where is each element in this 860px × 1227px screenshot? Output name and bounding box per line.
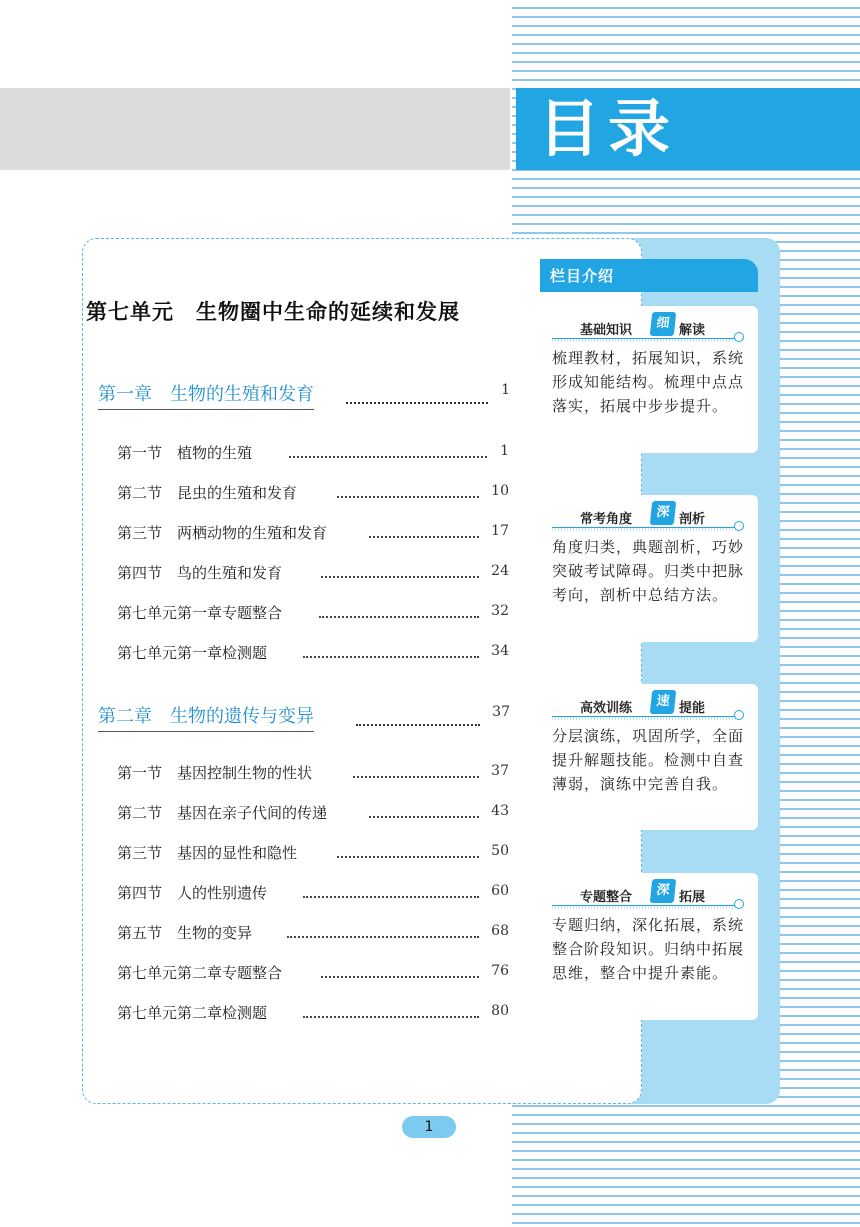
toc-entry[interactable] xyxy=(117,442,509,464)
dot-leader xyxy=(303,882,479,898)
entry-title: 第七单元第一章专题整合 xyxy=(117,604,283,622)
card-description: 分层演练，巩固所学，全面提升解题技能。检测中自查薄弱，演练中完善自我。 xyxy=(552,727,745,793)
entry-page-number: 68 xyxy=(491,923,509,939)
dot-leader xyxy=(303,1002,479,1018)
entry-page-number: 80 xyxy=(491,1003,509,1019)
toc-entry[interactable] xyxy=(117,602,509,624)
entry-title: 第五节 生物的变异 xyxy=(117,924,253,942)
entry-title: 第四节 鸟的生殖和发育 xyxy=(117,564,283,582)
card-underline xyxy=(552,716,738,720)
card-label-left: 常考角度 xyxy=(580,512,633,527)
page-title: 目录 xyxy=(538,92,679,165)
dot-leader xyxy=(337,482,479,498)
toc-entry[interactable] xyxy=(117,762,509,784)
card-header xyxy=(552,501,750,529)
toc-chapter-1[interactable] xyxy=(98,380,510,408)
toc-entry[interactable] xyxy=(117,922,509,944)
entry-page-number: 37 xyxy=(491,763,509,779)
card-underline xyxy=(552,338,738,342)
entry-page-number: 17 xyxy=(491,523,509,539)
card-badge: 深 xyxy=(650,879,677,903)
toc-entry[interactable] xyxy=(117,882,509,904)
entry-page-number: 60 xyxy=(491,883,509,899)
chapter-title: 第一章 生物的生殖和发育 xyxy=(98,380,314,410)
card-badge: 深 xyxy=(650,501,677,525)
entry-page-number: 50 xyxy=(491,843,509,859)
entry-page-number: 24 xyxy=(491,563,509,579)
entry-page-number: 1 xyxy=(500,443,509,459)
entry-page-number: 76 xyxy=(491,963,509,979)
dot-leader xyxy=(369,802,479,818)
entry-title: 第二节 基因在亲子代间的传递 xyxy=(117,804,328,822)
card-label-left: 专题整合 xyxy=(580,890,633,905)
entry-title: 第一节 植物的生殖 xyxy=(117,444,253,462)
card-label-right: 剖析 xyxy=(679,512,706,527)
card-underline xyxy=(552,527,738,531)
card-underline-dot xyxy=(734,521,744,531)
card-underline xyxy=(552,905,738,909)
toc-entry[interactable] xyxy=(117,802,509,824)
entry-title: 第四节 人的性别遗传 xyxy=(117,884,268,902)
dot-leader xyxy=(287,922,479,938)
toc-entry[interactable] xyxy=(117,1002,509,1024)
dot-leader xyxy=(356,706,480,726)
card-underline-dot xyxy=(734,710,744,720)
entry-page-number: 10 xyxy=(491,483,509,499)
toc-entry[interactable] xyxy=(117,842,509,864)
page-number: 1 xyxy=(402,1116,456,1138)
column-card xyxy=(544,495,758,642)
column-card xyxy=(544,684,758,830)
card-label-right: 拓展 xyxy=(679,890,706,905)
card-label-left: 高效训练 xyxy=(580,701,633,716)
entry-title: 第七单元第二章专题整合 xyxy=(117,964,283,982)
entry-title: 第七单元第二章检测题 xyxy=(117,1004,268,1022)
dot-leader xyxy=(319,602,479,618)
toc-entry[interactable] xyxy=(117,962,509,984)
entry-title: 第二节 昆虫的生殖和发育 xyxy=(117,484,298,502)
toc-entry[interactable] xyxy=(117,642,509,664)
card-header xyxy=(552,690,750,718)
card-description: 专题归纳，深化拓展，系统整合阶段知识。归纳中拓展思维，整合中提升素能。 xyxy=(552,916,745,982)
dot-leader xyxy=(303,642,479,658)
sidebar-heading xyxy=(540,259,758,292)
entry-page-number: 43 xyxy=(491,803,509,819)
chapter-page-number: 1 xyxy=(501,382,510,398)
column-card xyxy=(544,873,758,1020)
entry-page-number: 34 xyxy=(491,643,509,659)
card-header xyxy=(552,312,750,340)
entry-title: 第七单元第一章检测题 xyxy=(117,644,268,662)
card-label-right: 提能 xyxy=(679,701,706,716)
column-card xyxy=(544,306,758,453)
chapter-title: 第二章 生物的遗传与变异 xyxy=(98,702,314,732)
entry-title: 第三节 基因的显性和隐性 xyxy=(117,844,298,862)
entry-title: 第三节 两栖动物的生殖和发育 xyxy=(117,524,328,542)
card-label-right: 解读 xyxy=(679,323,706,338)
dot-leader xyxy=(321,962,479,978)
dot-leader xyxy=(321,562,479,578)
card-header xyxy=(552,879,750,907)
entry-page-number: 32 xyxy=(491,603,509,619)
dot-leader xyxy=(337,842,479,858)
dot-leader xyxy=(353,762,479,778)
toc-entry[interactable] xyxy=(117,482,509,504)
toc-entry[interactable] xyxy=(117,562,509,584)
dot-leader xyxy=(289,442,487,458)
dot-leader xyxy=(346,384,488,404)
header-grey-band xyxy=(0,88,510,170)
dot-leader xyxy=(369,522,479,538)
toc-chapter-2[interactable] xyxy=(98,702,510,730)
unit-title: 第七单元 生物圈中生命的延续和发展 xyxy=(86,300,460,324)
card-underline-dot xyxy=(734,332,744,342)
card-label-left: 基础知识 xyxy=(580,323,633,338)
chapter-page-number: 37 xyxy=(492,704,510,720)
entry-title: 第一节 基因控制生物的性状 xyxy=(117,764,313,782)
card-badge: 细 xyxy=(650,312,677,336)
toc-entry[interactable] xyxy=(117,522,509,544)
sidebar-heading-label: 栏目介绍 xyxy=(550,267,615,285)
card-underline-dot xyxy=(734,899,744,909)
card-badge: 速 xyxy=(650,690,677,714)
card-description: 角度归类，典题剖析，巧妙突破考试障碍。归类中把脉考向，剖析中总结方法。 xyxy=(552,538,745,604)
card-description: 梳理教材，拓展知识，系统形成知能结构。梳理中点点落实，拓展中步步提升。 xyxy=(552,349,745,415)
